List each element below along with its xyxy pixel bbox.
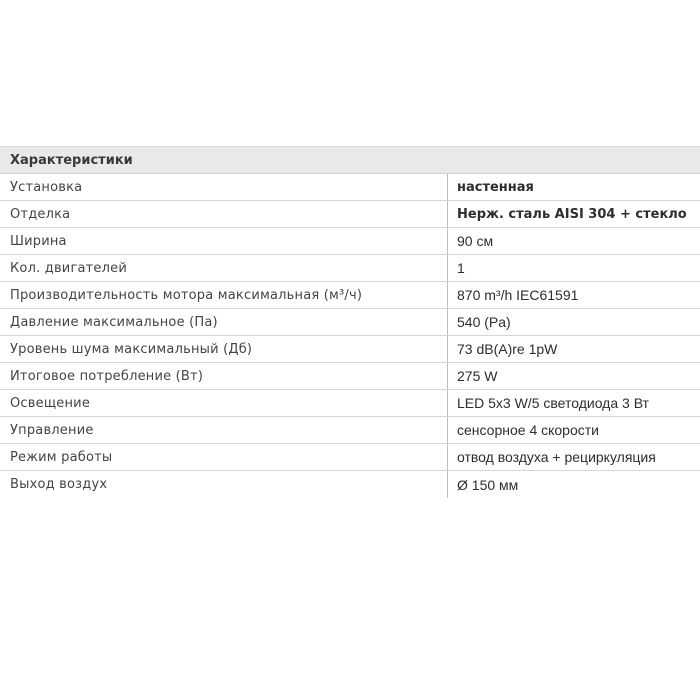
spec-value: 870 m³/h IEC61591	[457, 287, 579, 303]
spec-label: Режим работы	[0, 444, 448, 470]
spec-value: отвод воздуха + рециркуляция	[457, 449, 656, 465]
table-row	[0, 255, 700, 282]
table-row	[0, 471, 700, 498]
table-row	[0, 228, 700, 255]
spec-value: 540 (Pa)	[457, 314, 511, 330]
table-row	[0, 390, 700, 417]
table-row	[0, 309, 700, 336]
table-row	[0, 417, 700, 444]
spec-value: 1	[457, 260, 465, 276]
spec-value: сенсорное 4 скорости	[457, 422, 599, 438]
spec-label: Установка	[0, 174, 448, 200]
spec-value: Нерж. сталь AISI 304 + стекло	[457, 206, 687, 222]
spec-label: Производительность мотора максимальная (м³/ч)	[0, 282, 448, 308]
spec-label: Давление максимальное (Па)	[0, 309, 448, 335]
spec-value: Ø 150 мм	[457, 476, 519, 493]
spec-value: LED 5x3 W/5 светодиода 3 Вт	[457, 395, 649, 411]
spec-label: Отделка	[0, 201, 448, 227]
spec-label: Уровень шума максимальный (Дб)	[0, 336, 448, 362]
spec-label: Освещение	[0, 390, 448, 416]
table-row	[0, 201, 700, 228]
spec-label: Ширина	[0, 228, 448, 254]
spec-label: Кол. двигателей	[0, 255, 448, 281]
spec-label: Итоговое потребление (Вт)	[0, 363, 448, 389]
spec-table-header: Характеристики	[0, 146, 700, 174]
table-row	[0, 174, 700, 201]
spec-label: Выход воздух	[0, 471, 448, 498]
spec-value: 73 dB(A)re 1pW	[457, 341, 558, 357]
table-row	[0, 363, 700, 390]
spec-value: 90 см	[457, 233, 494, 249]
spec-value: 275 W	[457, 368, 498, 384]
spec-value: настенная	[457, 179, 534, 195]
table-row	[0, 444, 700, 471]
spec-table	[0, 146, 700, 498]
table-row	[0, 336, 700, 363]
spec-label: Управление	[0, 417, 448, 443]
table-row	[0, 282, 700, 309]
